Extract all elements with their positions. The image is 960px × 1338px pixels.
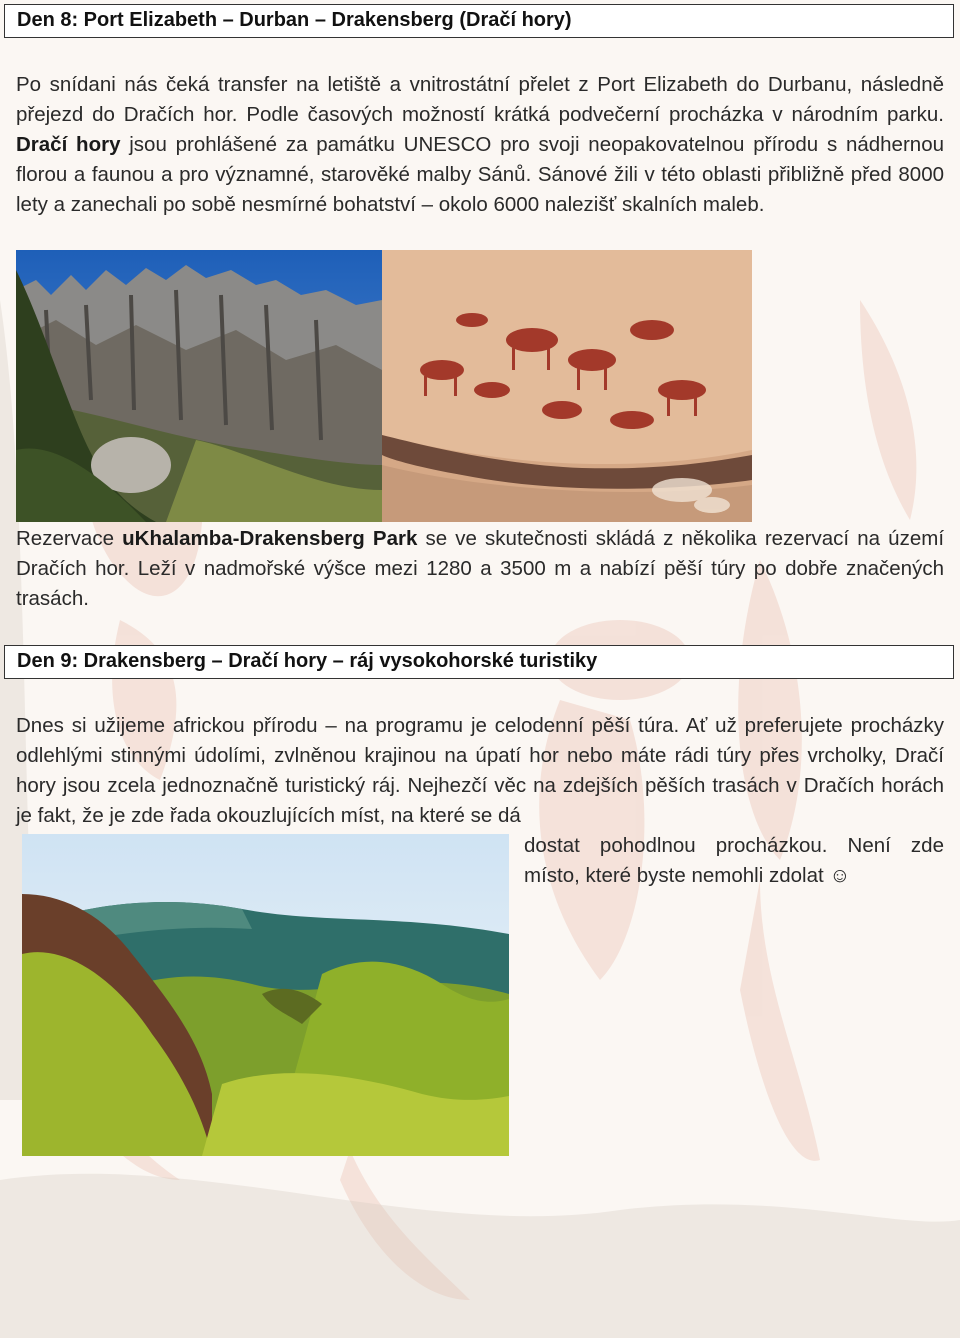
reserve-text-2: se ve skutečnosti skládá z několika rezervací na území Dračích hor. Leží v nadmořské výšce mezi 1280 a 3500 m a nabízí pěší túry po dobře značených trasách. — [16, 527, 945, 610]
green-hills-photo — [22, 834, 509, 1156]
reserve-park-name: uKhalamba-Drakensberg Park — [122, 527, 418, 550]
day8-intro-paragraph — [16, 70, 944, 220]
day9-heading: Den 9: Drakensberg – Dračí hory – ráj vysokohorské turistiky — [4, 645, 954, 679]
day8-intro-text-1: Po snídani nás čeká transfer na letiště a vnitrostátní přelet z Port Elizabeth do Durbanu, následně přejezd do Dračích hor. Podle časových možností krátká podvečerní procházka v národním parku. — [16, 73, 944, 126]
day9-paragraph: Dnes si užijeme africkou přírodu – na programu je celodenní pěší túra. Ať už preferujete procházky odlehlými stinnými údolími, zvlněnou krajinou na úpatí hor nebo máte rádi túry přes vrcholky, Dračí hory jsou zcela jednoznačně turistický ráj. Nejhezčí věc na zdejších pěších trasách v Dračích horách je fakt, že je zde řada okouzlujících míst, na které se dá — [16, 714, 944, 827]
day9-wrap-paragraph: dostat pohodlnou procházkou. Není zde místo, které byste nemohli zdolat ☺ — [524, 834, 944, 887]
reserve-paragraph — [16, 524, 944, 614]
rock-art-photo — [382, 250, 752, 522]
day8-heading: Den 8: Port Elizabeth – Durban – Drakensberg (Dračí hory) — [4, 4, 954, 38]
day8-intro-text-2: jsou prohlášené za památku UNESCO pro svoji neopakovatelnou přírodu s nádhernou florou a faunou a pro významné, starověké malby Sánů. Sánové žili v této oblasti přibližně před 8000 lety a zanechali po sobě nesmírné bohatství – okolo 6000 nalezišť skalních maleb. — [16, 133, 944, 216]
reserve-text-1: Rezervace — [16, 527, 123, 550]
mountain-cliffs-photo — [16, 250, 382, 522]
day8-intro-bold: Dračí hory — [16, 133, 121, 156]
